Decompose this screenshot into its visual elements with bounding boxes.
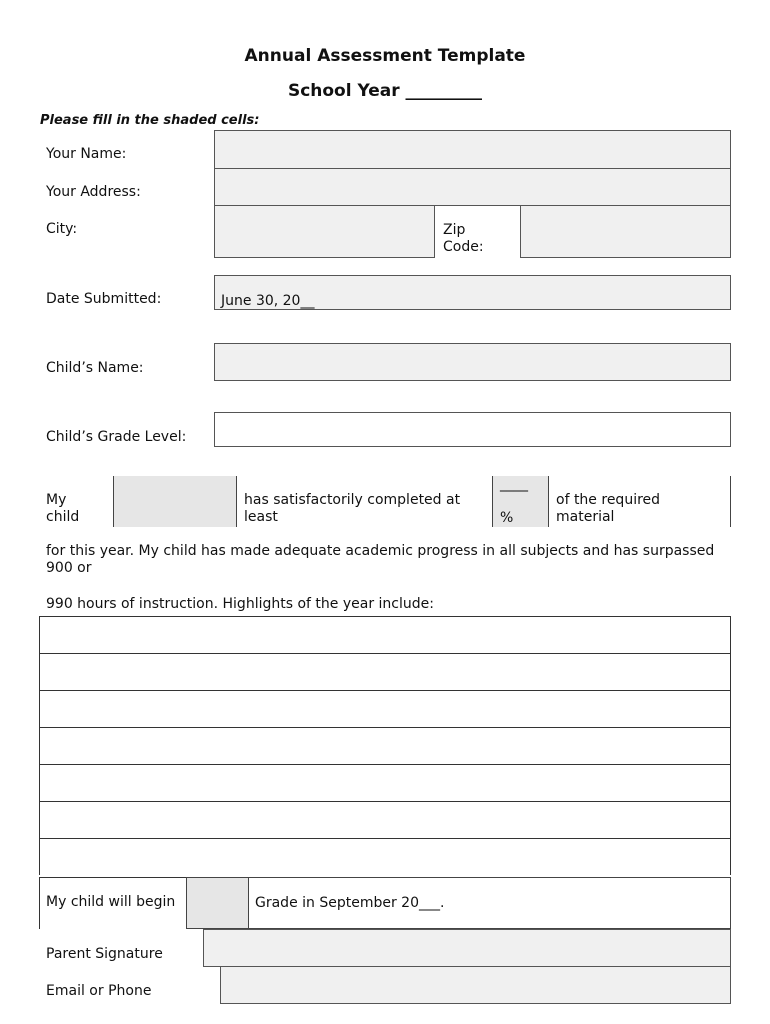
completed-text: has satisfactorily completed at least	[244, 492, 461, 525]
date-label: Date Submitted:	[46, 291, 162, 307]
email-phone-label: Email or Phone	[46, 983, 152, 999]
hours-paragraph: 990 hours of instruction. Highlights of the year include:	[46, 596, 434, 612]
child-grade-label: Child’s Grade Level:	[46, 429, 187, 445]
zip-input[interactable]	[520, 205, 731, 258]
parent-sig-input[interactable]	[203, 929, 731, 967]
required-text: of the required material	[556, 492, 661, 525]
progress-paragraph: for this year. My child has made adequate academic progress in all subjects and has surpassed 900 or	[46, 543, 715, 576]
grade-sept-text: Grade in September 20___.	[255, 895, 445, 911]
zip-label: Zip Code:	[443, 222, 484, 255]
highlight-row[interactable]	[39, 764, 731, 801]
highlight-row[interactable]	[39, 653, 731, 690]
highlight-row[interactable]	[39, 616, 731, 653]
name-label: Your Name:	[46, 146, 127, 162]
date-value: June 30, 20__	[221, 293, 315, 309]
name-input[interactable]	[214, 130, 731, 169]
address-label: Your Address:	[46, 184, 141, 200]
divider	[730, 476, 731, 527]
percent-input[interactable]	[492, 476, 549, 527]
child-name-input[interactable]	[214, 343, 731, 381]
parent-sig-label: Parent Signature	[46, 946, 163, 962]
page-title: Annual Assessment Template	[244, 46, 526, 66]
highlight-row[interactable]	[39, 690, 731, 727]
grade-sept-cell	[249, 877, 731, 929]
highlight-row[interactable]	[39, 801, 731, 838]
instruction-text: Please fill in the shaded cells:	[40, 113, 260, 128]
highlight-row[interactable]	[39, 838, 731, 875]
email-phone-input[interactable]	[220, 966, 731, 1004]
percent-sign: %	[500, 510, 514, 526]
child-name-inline-input[interactable]	[113, 476, 237, 527]
child-name-label: Child’s Name:	[46, 360, 144, 376]
date-input[interactable]	[214, 275, 731, 310]
highlight-row[interactable]	[39, 727, 731, 764]
school-year: School Year _________	[287, 81, 483, 101]
percent-blank: ____	[500, 476, 528, 492]
my-child-label: My child	[46, 492, 80, 525]
city-label: City:	[46, 221, 78, 237]
address-input[interactable]	[214, 168, 731, 206]
will-begin-label: My child will begin	[46, 894, 176, 910]
grade-begin-input[interactable]	[186, 877, 249, 929]
city-input[interactable]	[214, 205, 435, 258]
child-grade-input[interactable]	[214, 412, 731, 447]
